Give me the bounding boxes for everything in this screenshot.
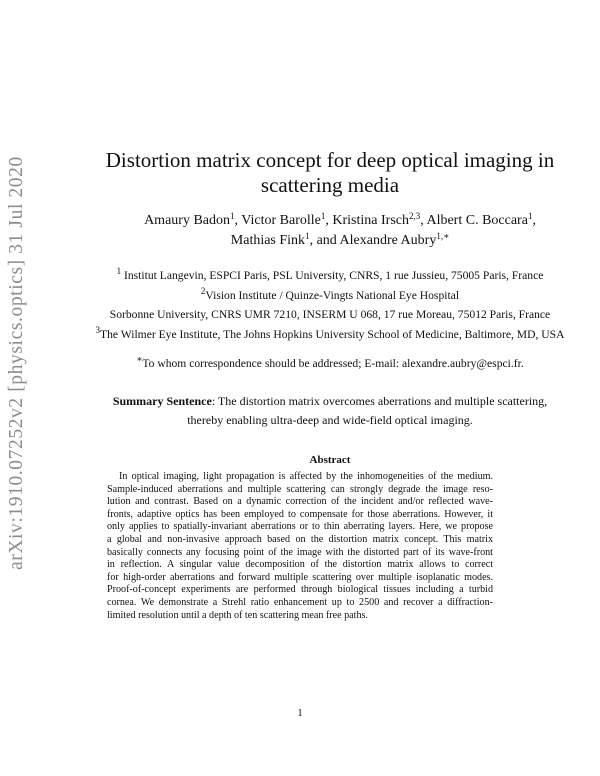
- abstract-heading: Abstract: [309, 454, 351, 466]
- abstract-line: Proof-of-concept experiments are performed through biological tissues including a turbid: [107, 584, 493, 596]
- author-name: Kristina Irsch: [332, 213, 409, 228]
- affiliation-text: Sorbonne University, CNRS UMR 7210, INSERM U 068, 17 rue Moreau, 75012 Paris, France: [109, 308, 551, 321]
- affiliation-text: Institut Langevin, ESPCI Paris, PSL University, CNRS, 1 rue Jussieu, 75005 Paris, France: [124, 269, 544, 282]
- author-affiliation-mark: 1: [230, 211, 235, 221]
- title-line-1: Distortion matrix concept for deep optical imaging in: [105, 148, 555, 172]
- abstract-line: Sample-induced aberrations and multiple scattering can strongly degrade the image reso-: [107, 483, 493, 495]
- title-line-2: scattering media: [260, 173, 400, 197]
- summary-sentence: [95, 392, 565, 429]
- correspondence-note: [50, 356, 600, 372]
- affiliation-2: [50, 286, 600, 306]
- author-name: Victor Barolle: [241, 213, 321, 228]
- author-conjunction: , and: [309, 233, 340, 248]
- affiliation-mark: 1: [116, 266, 122, 276]
- arxiv-identifier-stamp: arXiv:1910.07252v2 [physics.optics] 31 Jul 2020: [6, 156, 27, 570]
- affiliation-3: [50, 325, 600, 345]
- abstract-line: a global and non-invasive approach based on the distortion matrix concept. This matrix: [107, 533, 493, 545]
- author-line-2: [80, 231, 600, 251]
- author-line-1: Amaury Badon$^1$, Victor Barolle$^1$, Kristina Irsch$^{2,3}$, Albert C. Boccara$^1$,: [144, 211, 536, 228]
- author-affiliation-mark: 1,∗: [436, 231, 450, 241]
- abstract-line: only applies to spatially-invariant aberrations or to thin aberrating layers. Here, we propose: [107, 521, 493, 533]
- abstract-line: for high-order aberrations and forward multiple scattering over multiple isoplanatic modes.: [107, 571, 493, 583]
- summary-text: : The distortion matrix overcomes aberrations and multiple scattering,: [211, 394, 548, 408]
- affiliation-2-continued: [50, 305, 600, 325]
- paper-title: [60, 148, 600, 198]
- affiliation-text: The Wilmer Eye Institute, The Johns Hopkins University School of Medicine, Baltimore, MD, USA: [100, 327, 565, 341]
- abstract-line: lution and contrast. Based on a dynamic correction of the incident and/or reflected wave-: [107, 496, 493, 508]
- author-affiliation-mark: 1: [305, 231, 310, 241]
- author-name: Alexandre Aubry: [339, 233, 437, 248]
- affiliations: [50, 266, 600, 344]
- page-number: 1: [297, 707, 303, 719]
- abstract-line: In optical imaging, light propagation is affected by the inhomogeneities of the medium.: [119, 471, 493, 482]
- abstract-line: limited resolution until a depth of ten scattering mean free paths.: [107, 609, 368, 621]
- author-name: Mathias Fink: [230, 233, 306, 248]
- summary-line-1: [95, 392, 565, 411]
- summary-line-2: thereby enabling ultra-deep and wide-field optical imaging.: [187, 412, 473, 427]
- abstract-line: cornea. We demonstrate a Strehl ratio enhancement up to 2500 and recover a diffraction-: [107, 596, 493, 608]
- affiliation-text: Vision Institute / Quinze-Vingts National Eye Hospital: [205, 288, 460, 302]
- affiliation-mark: 2: [200, 285, 206, 296]
- abstract-line: basically connects any focusing point of the image with the distorted part of its wave-front: [107, 546, 493, 558]
- author-name: Albert C. Boccara: [426, 213, 528, 228]
- author-affiliation-mark: 1: [527, 211, 533, 221]
- correspondence-mark: ∗: [136, 354, 143, 364]
- author-list: [80, 211, 600, 251]
- correspondence-text: To whom correspondence should be addressed; E-mail: alexandre.aubry@espci.fr.: [142, 357, 524, 370]
- abstract-body: [107, 471, 493, 622]
- affiliation-1: [50, 266, 600, 286]
- affiliation-mark: 3: [95, 324, 101, 335]
- summary-label: Summary Sentence: [112, 394, 212, 408]
- abstract-line: fronts, adaptive optics has been employed to compensate for those aberrations. However, it: [107, 508, 493, 520]
- author-affiliation-mark: 1: [320, 211, 326, 221]
- abstract-line: in reflection. A singular value decomposition of the distortion matrix allows to correct: [107, 559, 493, 571]
- author-name: Amaury Badon: [144, 213, 230, 228]
- author-affiliation-mark: 2,3: [408, 211, 421, 221]
